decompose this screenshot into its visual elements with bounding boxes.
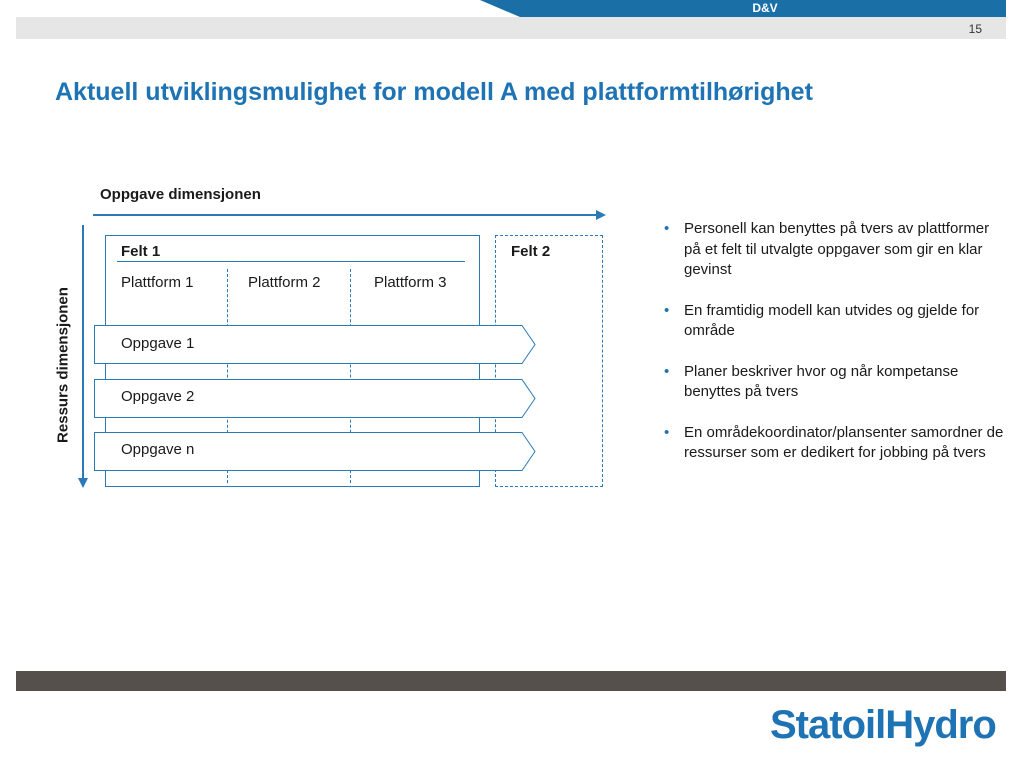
field-1-label: Felt 1 [121,243,161,260]
resource-dimension-arrowhead [78,478,88,488]
bullet-item [664,219,1004,281]
platform-1-label: Plattform 1 [121,274,194,291]
bullet-text: En framtidig modell kan utvides og gjelde for område [684,301,980,339]
field-2-label: Felt 2 [511,243,551,260]
bullet-list [664,219,1004,484]
bullet-icon: • [664,423,670,441]
task-dimension-arrowhead [596,210,606,220]
page-number: 15 [968,22,982,36]
bullet-icon: • [664,301,670,319]
bullet-icon: • [664,220,670,237]
footer-bar [16,671,1006,691]
bullet-item [664,362,1004,403]
company-logo: StatoilHydro [770,703,996,747]
platform-2-label: Plattform 2 [248,274,321,291]
task-n-label: Oppgave n [121,441,195,458]
field-1-divider [117,261,465,262]
platform-3-label: Plattform 3 [374,274,447,291]
bullet-item [664,423,1004,464]
task-1-label: Oppgave 1 [121,335,195,352]
section-label: D&V [752,1,778,15]
bullet-text: En områdekoordinator/plansenter samordner de ressurser som er dedikert for jobbing på tvers [684,423,1004,461]
bullet-item [664,301,1004,342]
bullet-text: Personell kan benyttes på tvers av plattformer på et felt til utvalgte oppgaver som gir en klar gevinst [684,220,990,278]
bullet-text: Planer beskriver hvor og når kompetanse benyttes på tvers [684,362,959,400]
bullet-icon: • [664,362,670,380]
resource-dimension-label: Ressurs dimensjonen [54,287,72,443]
task-dimension-label: Oppgave dimensjonen [100,186,261,203]
task-2-label: Oppgave 2 [121,388,195,405]
slide-title: Aktuell utviklingsmulighet for modell A med plattformtilhørighet [55,78,813,106]
